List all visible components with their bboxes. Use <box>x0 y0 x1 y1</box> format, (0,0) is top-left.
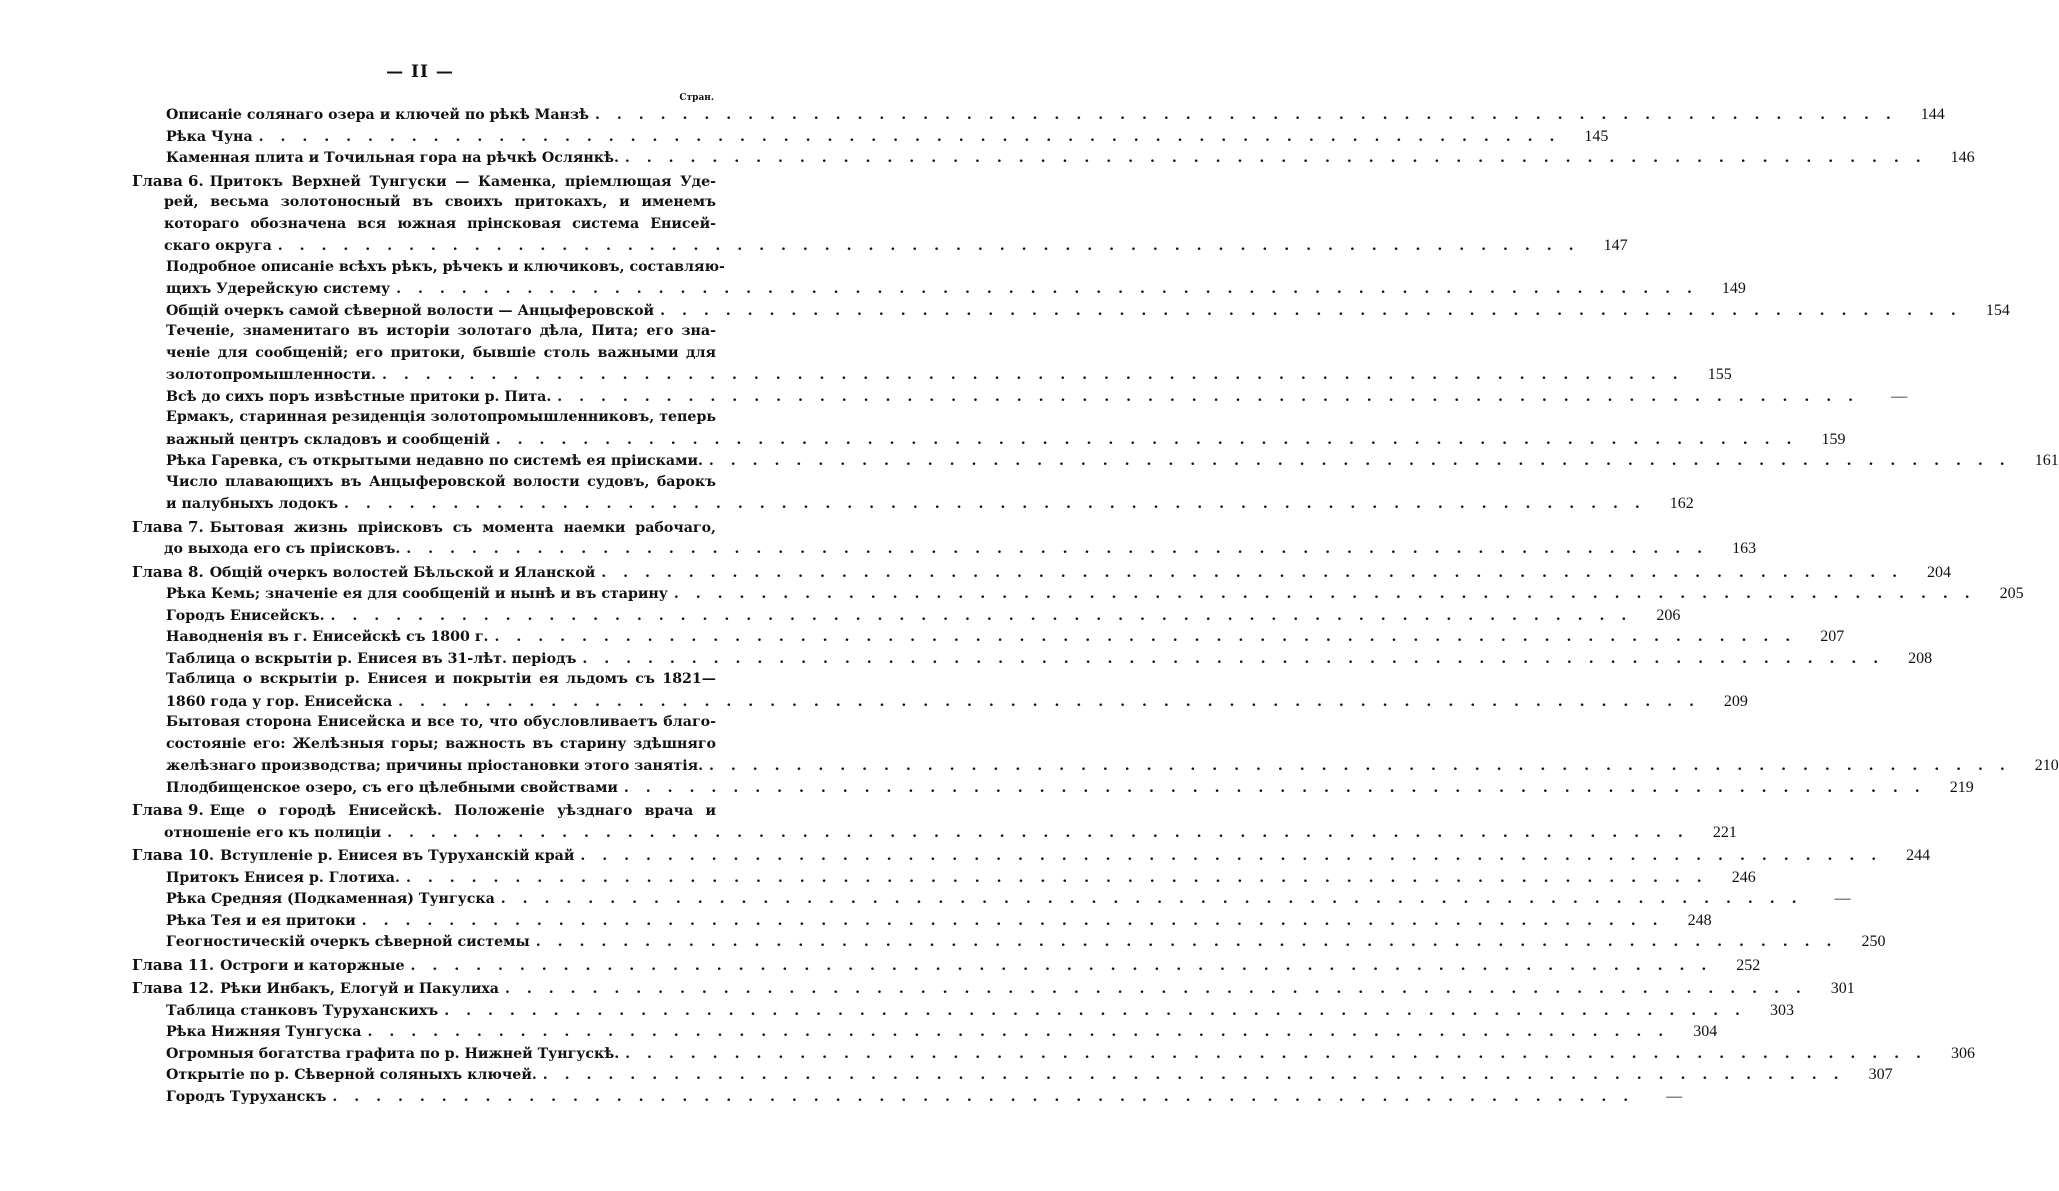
dot-leader: . . . . . . . . . . . . . . . . . . . . . . . . . . . . . . . . . . . . . . . . . . . . . . . . . . . . . . . . . . . . <box>623 779 1926 796</box>
page-number: 155 <box>1707 366 1732 383</box>
dot-leader: . . . . . . . . . . . . . . . . . . . . . . . . . . . . . . . . . . . . . . . . . . . . . . . . . . . . . . . . . . . . <box>332 1088 1635 1105</box>
page-number: 159 <box>1821 430 1846 448</box>
page-number: 162 <box>1669 495 1694 512</box>
toc-line <box>132 493 1694 515</box>
page-number: 301 <box>1830 980 1855 997</box>
entry-title: Вступленіе р. Енисея въ Туруханскій край <box>220 848 575 864</box>
page-number: 144 <box>1920 106 1945 123</box>
entry-title: Открытіе по р. Сѣверной соляныхъ ключей. <box>166 1067 537 1083</box>
page-number: 244 <box>1906 847 1931 864</box>
page-number: 204 <box>1927 563 1952 581</box>
dot-leader: . . . . . . . . . . . . . . . . . . . . . . . . . . . . . . . . . . . . . . . . . . . . . . . . . . . . . . . . . . . . <box>398 693 1700 710</box>
entry-title: 1860 года у гор. Енисейска <box>166 693 393 710</box>
dot-leader: . . . . . . . . . . . . . . . . . . . . . . . . . . . . . . . . . . . . . . . . . . . . . . . . . . . . . . . . . . . . <box>367 1024 1670 1040</box>
page-number: 205 <box>1999 585 2024 602</box>
toc-line <box>132 931 1886 953</box>
toc-line <box>132 450 2059 472</box>
page-number: 248 <box>1687 911 1712 929</box>
entry-title: Каменная плита и Точильная гора на рѣчкѣ Ослянкѣ. <box>166 150 619 166</box>
chapter-line <box>132 955 1761 977</box>
entry-title: желѣзнаго производства; причины пріостановки этого занятія. <box>166 758 704 774</box>
page-number: 206 <box>1656 606 1681 624</box>
chapter-label: Глава 11. <box>132 955 215 974</box>
dot-leader: . . . . . . . . . . . . . . . . . . . . . . . . . . . . . . . . . . . . . . . . . . . . . . . . . . . . . . . . . . . . <box>673 586 1976 602</box>
page-number: 161 <box>2034 452 2059 469</box>
toc-line <box>132 1000 1794 1022</box>
toc-line <box>132 867 1756 889</box>
entry-title: ченіе для сообщеній; его притоки, бывшіе столь важными для <box>166 344 716 361</box>
chapter-line <box>132 214 716 236</box>
dot-leader: . . . . . . . . . . . . . . . . . . . . . . . . . . . . . . . . . . . . . . . . . . . . . . . . . . . . . . . . . . . . <box>709 758 2011 774</box>
chapter-line <box>132 822 1737 844</box>
dot-leader: . . . . . . . . . . . . . . . . . . . . . . . . . . . . . . . . . . . . . . . . . . . . . . . . . . . . . . . . . . . . <box>330 607 1633 624</box>
toc-line <box>132 104 1945 126</box>
toc-line <box>132 278 1746 300</box>
dot-leader: . . . . . . . . . . . . . . . . . . . . . . . . . . . . . . . . . . . . . . . . . . . . . . . . . . . . . . . . . . . . <box>258 128 1561 145</box>
entry-title: Подробное описаніе всѣхъ рѣкъ, рѣчекъ и ключиковъ, составляю- <box>166 258 725 275</box>
dot-leader: . . . . . . . . . . . . . . . . . . . . . . . . . . . . . . . . . . . . . . . . . . . . . . . . . . . . . . . . . . . . <box>495 431 1798 448</box>
page-number: 149 <box>1721 280 1746 297</box>
entry-title: Рѣки Инбакъ, Елогуй и Пакулиха <box>220 981 500 997</box>
dot-leader: . . . . . . . . . . . . . . . . . . . . . . . . . . . . . . . . . . . . . . . . . . . . . . . . . . . . . . . . . . . . <box>601 564 1904 581</box>
toc-line <box>132 712 716 734</box>
toc-line <box>132 321 716 343</box>
entry-title: Бытовая жизнь пріисковъ съ момента наемки рабочаго, <box>209 519 716 536</box>
entry-title: до выхода его съ пріисковъ. <box>164 541 401 557</box>
page-number: 210 <box>2034 757 2059 774</box>
entry-title: Наводненія въ г. Енисейскѣ съ 1800 г. <box>166 629 489 645</box>
entry-title: Городъ Туруханскъ <box>166 1088 327 1105</box>
dot-leader: . . . . . . . . . . . . . . . . . . . . . . . . . . . . . . . . . . . . . . . . . . . . . . . . . . . . . . . . . . . . <box>594 107 1897 123</box>
dot-leader: . . . . . . . . . . . . . . . . . . . . . . . . . . . . . . . . . . . . . . . . . . . . . . . . . . . . . . . . . . . . <box>624 150 1927 166</box>
entry-title: Таблица о вскрытіи р. Енисея въ 31-лѣт. періодъ <box>166 650 577 667</box>
page-number: 303 <box>1769 1001 1794 1019</box>
dot-leader: . . . . . . . . . . . . . . . . . . . . . . . . . . . . . . . . . . . . . . . . . . . . . . . . . . . . . . . . . . . . <box>542 1067 1845 1083</box>
page-number: — <box>1891 387 1908 405</box>
dot-leader: . . . . . . . . . . . . . . . . . . . . . . . . . . . . . . . . . . . . . . . . . . . . . . . . . . . . . . . . . . . . <box>708 453 2011 469</box>
chapter-line <box>132 978 1855 1000</box>
page-number: 307 <box>1868 1066 1893 1083</box>
dot-leader: . . . . . . . . . . . . . . . . . . . . . . . . . . . . . . . . . . . . . . . . . . . . . . . . . . . . . . . . . . . . <box>387 824 1689 841</box>
dot-leader: . . . . . . . . . . . . . . . . . . . . . . . . . . . . . . . . . . . . . . . . . . . . . . . . . . . . . . . . . . . . <box>277 238 1580 254</box>
entry-title: скаго округа <box>164 238 272 254</box>
toc-line <box>132 734 716 756</box>
entry-title: котораго обозначена вся южная прінсковая система Енисей- <box>164 215 716 232</box>
toc-line <box>132 910 1712 932</box>
toc-line <box>132 626 1845 648</box>
entry-title: Рѣка Кемь; значеніе ея для сообщеній и нынѣ и въ старину <box>166 586 668 602</box>
page-number: 207 <box>1820 628 1845 645</box>
entry-title: Плодбищенское озеро, съ его цѣлебными свойствами <box>166 779 618 796</box>
entry-title: Городъ Енисейскъ. <box>166 607 325 624</box>
chapter-line <box>132 800 716 822</box>
toc-line <box>132 472 716 494</box>
page-number: — <box>1666 1087 1683 1105</box>
page-number: 208 <box>1908 649 1933 667</box>
entry-title: Рѣка Чуна <box>166 128 253 145</box>
page-number: 145 <box>1584 127 1609 145</box>
page-number: 246 <box>1731 868 1756 886</box>
toc-line <box>132 583 2024 605</box>
toc-line <box>132 648 1933 670</box>
dot-leader: . . . . . . . . . . . . . . . . . . . . . . . . . . . . . . . . . . . . . . . . . . . . . . . . . . . . . . . . . . . . <box>625 1045 1927 1062</box>
entry-title: Рѣка Нижняя Тунгуска <box>166 1024 362 1040</box>
toc-line <box>132 605 1681 627</box>
entry-title: Общій очеркъ самой сѣверной волости — Анцыферовской <box>166 302 655 319</box>
chapter-label: Глава 10. <box>132 846 215 864</box>
chapter-line <box>132 517 716 539</box>
toc-line <box>132 669 716 691</box>
dot-leader: . . . . . . . . . . . . . . . . . . . . . . . . . . . . . . . . . . . . . . . . . . . . . . . . . . . . . . . . . . . . <box>660 302 1962 319</box>
pages-column-label: Стран. <box>679 93 714 103</box>
dot-leader: . . . . . . . . . . . . . . . . . . . . . . . . . . . . . . . . . . . . . . . . . . . . . . . . . . . . . . . . . . . . <box>557 388 1860 405</box>
toc-line <box>132 1086 1683 1108</box>
toc-line <box>132 888 1851 910</box>
entry-title: Число плавающихъ въ Анцыферовской волости судовъ, барокъ <box>166 473 716 490</box>
page-number: 147 <box>1603 237 1628 254</box>
entry-title: Бытовая сторона Енисейска и все то, что обусловливаетъ благо- <box>166 714 716 730</box>
entry-title: Рѣка Гаревка, съ открытыми недавно по системѣ ея пріисками. <box>166 453 703 469</box>
entry-title: Рѣка Тея и ея притоки <box>166 912 356 929</box>
entry-title: рей, весьма золотоносный въ своихъ притокахъ, и именемъ <box>164 194 716 210</box>
toc-line <box>132 777 1974 799</box>
toc-line <box>132 429 1846 451</box>
entry-title: состояніе его: Желѣзныя горы; важность въ старину здѣшняго <box>166 735 716 752</box>
entry-title: Всѣ до сихъ поръ извѣстные притоки р. Пита. <box>166 388 552 405</box>
dot-leader: . . . . . . . . . . . . . . . . . . . . . . . . . . . . . . . . . . . . . . . . . . . . . . . . . . . . . . . . . . . . <box>582 650 1885 667</box>
chapter-line <box>132 171 716 193</box>
toc-line <box>132 364 1732 386</box>
dot-leader: . . . . . . . . . . . . . . . . . . . . . . . . . . . . . . . . . . . . . . . . . . . . . . . . . . . . . . . . . . . . <box>406 541 1709 557</box>
entry-title: важный центръ складовъ и сообщеній <box>166 431 490 448</box>
page-number: 252 <box>1736 956 1761 974</box>
dot-leader: . . . . . . . . . . . . . . . . . . . . . . . . . . . . . . . . . . . . . . . . . . . . . . . . . . . . . . . . . . . . <box>580 848 1883 864</box>
dot-leader: . . . . . . . . . . . . . . . . . . . . . . . . . . . . . . . . . . . . . . . . . . . . . . . . . . . . . . . . . . . . <box>396 281 1698 297</box>
entry-title: Притокъ Енисея р. Глотиха. <box>166 869 400 886</box>
dot-leader: . . . . . . . . . . . . . . . . . . . . . . . . . . . . . . . . . . . . . . . . . . . . . . . . . . . . . . . . . . . . <box>444 1002 1746 1019</box>
page-number: 304 <box>1693 1023 1718 1040</box>
entry-title: Ермакъ, старинная резиденція золотопромышленниковъ, теперь <box>166 409 716 425</box>
page-number: 306 <box>1950 1044 1975 1062</box>
chapter-label: Глава 9. <box>132 801 204 819</box>
dot-leader: . . . . . . . . . . . . . . . . . . . . . . . . . . . . . . . . . . . . . . . . . . . . . . . . . . . . . . . . . . . . <box>535 934 1838 950</box>
entry-title: золотопромышленности. <box>166 367 376 383</box>
page-number: 221 <box>1712 823 1737 841</box>
entry-title: Таблица станковъ Туруханскихъ <box>166 1002 439 1019</box>
chapter-line <box>132 235 1628 257</box>
entry-title: Притокъ Верхней Тунгуски — Каменка, пріемлющая Уде- <box>209 173 716 190</box>
entry-title: Общій очеркъ волостей Бѣльской и Яланской <box>209 564 596 581</box>
toc-line <box>132 257 725 279</box>
entry-title: Еще о городѣ Енисейскѣ. Положеніе уѣзднаго врача и <box>209 803 716 819</box>
dot-leader: . . . . . . . . . . . . . . . . . . . . . . . . . . . . . . . . . . . . . . . . . . . . . . . . . . . . . . . . . . . . <box>500 891 1803 907</box>
toc-line <box>132 126 1609 148</box>
chapter-label: Глава 6. <box>132 171 204 190</box>
dot-leader: . . . . . . . . . . . . . . . . . . . . . . . . . . . . . . . . . . . . . . . . . . . . . . . . . . . . . . . . . . . . <box>344 496 1646 512</box>
toc-line <box>132 1043 1975 1065</box>
chapter-label: Глава 7. <box>132 517 204 536</box>
toc-line <box>132 147 1975 169</box>
page-number: 219 <box>1949 778 1974 796</box>
chapter-line <box>132 538 1757 560</box>
entry-title: Таблица о вскрытіи р. Енисея и покрытіи ея льдомъ съ 1821— <box>166 671 716 687</box>
entry-title: отношеніе его къ полиціи <box>164 824 382 841</box>
chapter-label: Глава 12. <box>132 979 215 997</box>
page-number: 163 <box>1732 540 1757 557</box>
entry-title: щихъ Удерейскую систему <box>166 281 391 297</box>
toc-line <box>132 691 1748 713</box>
dot-leader: . . . . . . . . . . . . . . . . . . . . . . . . . . . . . . . . . . . . . . . . . . . . . . . . . . . . . . . . . . . . <box>361 912 1664 929</box>
page-number: 154 <box>1985 301 2010 319</box>
toc-line <box>132 755 2059 777</box>
toc-line <box>132 1064 1893 1086</box>
entry-title: Описаніе солянаго озера и ключей по рѣкѣ Манзѣ <box>166 107 589 123</box>
dot-leader: . . . . . . . . . . . . . . . . . . . . . . . . . . . . . . . . . . . . . . . . . . . . . . . . . . . . . . . . . . . . <box>410 957 1713 974</box>
chapter-line <box>132 192 716 214</box>
page-number: 209 <box>1723 692 1748 710</box>
toc-line <box>132 407 716 429</box>
entry-title: Остроги и каторжные <box>220 957 405 974</box>
dot-leader: . . . . . . . . . . . . . . . . . . . . . . . . . . . . . . . . . . . . . . . . . . . . . . . . . . . . . . . . . . . . <box>494 629 1797 645</box>
entry-title: Теченіе, знаменитаго въ исторіи золотаго дѣла, Пита; его зна- <box>166 323 716 339</box>
table-of-contents <box>132 104 2059 1107</box>
dot-leader: . . . . . . . . . . . . . . . . . . . . . . . . . . . . . . . . . . . . . . . . . . . . . . . . . . . . . . . . . . . . <box>405 869 1708 886</box>
entry-title: Огромныя богатства графита по р. Нижней Тунгускѣ. <box>166 1045 620 1062</box>
entry-title: и палубныхъ лодокъ <box>166 496 338 512</box>
toc-line <box>132 386 1908 408</box>
toc-line <box>132 343 716 365</box>
entry-title: Рѣка Средняя (Подкаменная) Тунгуска <box>166 891 495 907</box>
page-number: 250 <box>1861 933 1886 950</box>
toc-line <box>132 300 2010 322</box>
chapter-line <box>132 845 1931 867</box>
chapter-line <box>132 562 1952 584</box>
dot-leader: . . . . . . . . . . . . . . . . . . . . . . . . . . . . . . . . . . . . . . . . . . . . . . . . . . . . . . . . . . . . <box>381 367 1684 383</box>
page-number: 146 <box>1950 149 1975 166</box>
chapter-label: Глава 8. <box>132 562 204 581</box>
page-number-roman: — II — <box>386 62 454 82</box>
toc-line <box>132 1021 1718 1043</box>
page-number: — <box>1834 890 1851 907</box>
dot-leader: . . . . . . . . . . . . . . . . . . . . . . . . . . . . . . . . . . . . . . . . . . . . . . . . . . . . . . . . . . . . <box>505 981 1807 997</box>
entry-title: Геогностическій очеркъ сѣверной системы <box>166 934 530 950</box>
